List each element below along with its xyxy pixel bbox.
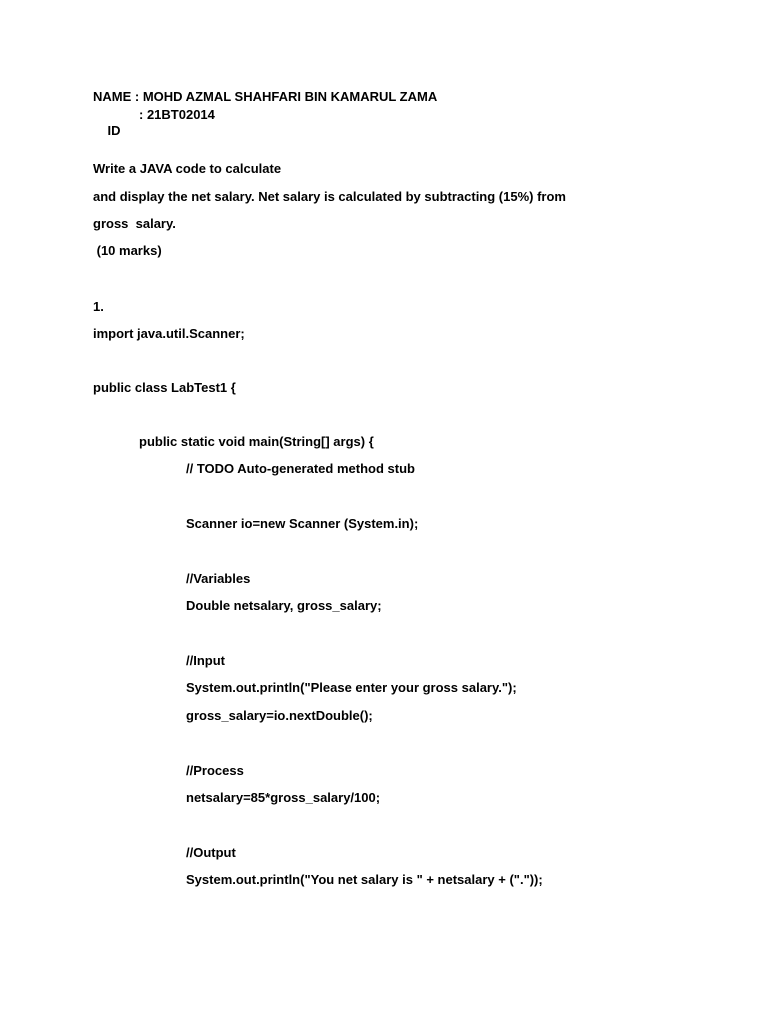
- student-id-label: ID: [107, 123, 121, 138]
- student-id-value: : 21BT02014: [139, 107, 215, 122]
- question-line-3: gross salary.: [93, 216, 176, 231]
- code-output: System.out.println("You net salary is " + netsalary + ("."));: [186, 872, 543, 887]
- question-line-2: and display the net salary. Net salary is calculated by subtracting (15%) from: [93, 189, 566, 204]
- code-comment-input: //Input: [186, 653, 225, 668]
- code-todo-comment: // TODO Auto-generated method stub: [186, 461, 415, 476]
- code-scanner: Scanner io=new Scanner (System.in);: [186, 516, 419, 531]
- answer-number: 1.: [93, 299, 104, 314]
- student-name: NAME : MOHD AZMAL SHAHFARI BIN KAMARUL ZAMA: [93, 89, 438, 104]
- code-comment-output: //Output: [186, 845, 236, 860]
- code-main-declaration: public static void main(String[] args) {: [139, 434, 374, 449]
- question-line-1: Write a JAVA code to calculate: [93, 161, 282, 176]
- code-class-declaration: public class LabTest1 {: [93, 380, 236, 395]
- code-read-input: gross_salary=io.nextDouble();: [186, 708, 373, 723]
- code-process: netsalary=85*gross_salary/100;: [186, 790, 381, 805]
- code-import: import java.util.Scanner;: [93, 326, 245, 341]
- code-variables: Double netsalary, gross_salary;: [186, 598, 382, 613]
- code-comment-process: //Process: [186, 763, 244, 778]
- question-marks: (10 marks): [93, 243, 162, 258]
- code-comment-variables: //Variables: [186, 571, 251, 586]
- code-prompt: System.out.println("Please enter your gross salary.");: [186, 680, 517, 695]
